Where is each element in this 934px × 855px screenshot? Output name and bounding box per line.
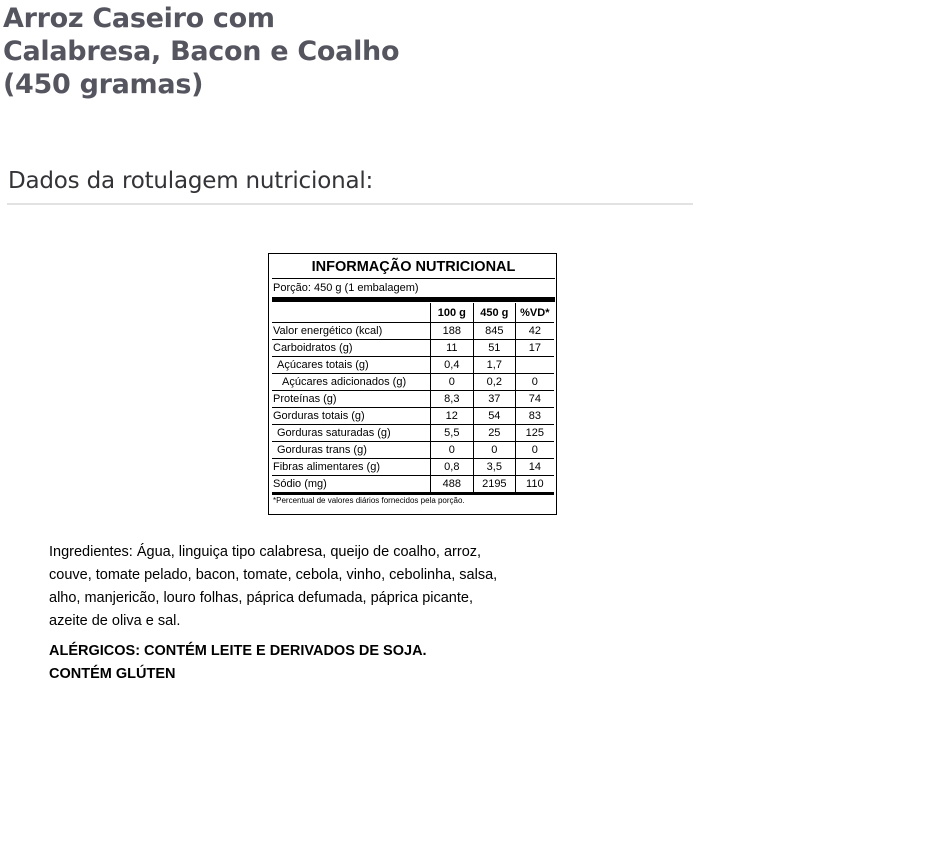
value-100g: 12 [430, 408, 473, 425]
nutrient-row [272, 357, 554, 374]
value-100g: 488 [430, 476, 473, 494]
value-450g: 3,5 [473, 459, 515, 476]
header-blank-cell [272, 303, 430, 323]
value-vd: 110 [515, 476, 554, 494]
ingredients-line: azeite de oliva e sal. [49, 613, 181, 629]
nutrient-row [272, 323, 554, 340]
nutrient-row [272, 459, 554, 476]
product-title [3, 2, 399, 101]
nutrient-label: Gorduras saturadas (g) [272, 425, 430, 442]
nutrition-header-row [272, 303, 554, 323]
value-vd [515, 357, 554, 374]
serving-size: Porção: 450 g (1 embalagem) [272, 279, 555, 302]
value-450g: 1,7 [473, 357, 515, 374]
value-450g: 25 [473, 425, 515, 442]
value-100g: 11 [430, 340, 473, 357]
value-vd: 74 [515, 391, 554, 408]
nutrient-label: Proteínas (g) [272, 391, 430, 408]
value-100g: 0 [430, 442, 473, 459]
allergens-line: CONTÉM GLÚTEN [49, 666, 176, 682]
column-header: 450 g [473, 303, 515, 323]
nutrition-table [272, 303, 554, 495]
value-vd: 125 [515, 425, 554, 442]
nutrition-panel-title: INFORMAÇÃO NUTRICIONAL [272, 254, 555, 279]
nutrient-row [272, 408, 554, 425]
ingredients-line: alho, manjericão, louro folhas, páprica defumada, páprica picante, [49, 590, 473, 606]
value-vd: 0 [515, 374, 554, 391]
value-100g: 188 [430, 323, 473, 340]
section-heading: Dados da rotulagem nutricional: [8, 168, 374, 194]
nutrient-row [272, 425, 554, 442]
nutrition-footnote: *Percentual de valores diários fornecidos pela porção. [273, 496, 465, 505]
value-450g: 0 [473, 442, 515, 459]
column-header: 100 g [430, 303, 473, 323]
value-vd: 0 [515, 442, 554, 459]
column-header: %VD* [515, 303, 554, 323]
value-vd: 42 [515, 323, 554, 340]
value-100g: 0 [430, 374, 473, 391]
value-450g: 2195 [473, 476, 515, 494]
value-450g: 37 [473, 391, 515, 408]
section-divider [7, 203, 693, 205]
nutrient-row [272, 340, 554, 357]
nutrition-facts-panel [268, 253, 557, 515]
product-title-line: (450 gramas) [3, 69, 204, 100]
nutrient-label: Fibras alimentares (g) [272, 459, 430, 476]
value-450g: 0,2 [473, 374, 515, 391]
value-100g: 0,8 [430, 459, 473, 476]
nutrient-row [272, 391, 554, 408]
ingredients-line: couve, tomate pelado, bacon, tomate, cebola, vinho, cebolinha, salsa, [49, 567, 498, 583]
value-vd: 83 [515, 408, 554, 425]
nutrient-row [272, 374, 554, 391]
nutrient-label: Valor energético (kcal) [272, 323, 430, 340]
nutrient-label: Açúcares adicionados (g) [272, 374, 430, 391]
nutrient-label: Carboidratos (g) [272, 340, 430, 357]
allergens-warning [49, 640, 427, 686]
nutrient-label: Gorduras totais (g) [272, 408, 430, 425]
nutrient-row [272, 476, 554, 494]
value-450g: 54 [473, 408, 515, 425]
allergens-line: ALÉRGICOS: CONTÉM LEITE E DERIVADOS DE SOJA. [49, 643, 427, 659]
value-100g: 0,4 [430, 357, 473, 374]
ingredients-line: Ingredientes: Água, linguiça tipo calabresa, queijo de coalho, arroz, [49, 544, 482, 560]
value-100g: 8,3 [430, 391, 473, 408]
nutrient-row [272, 442, 554, 459]
value-100g: 5,5 [430, 425, 473, 442]
nutrient-label: Gorduras trans (g) [272, 442, 430, 459]
nutrient-label: Sódio (mg) [272, 476, 430, 494]
product-title-line: Arroz Caseiro com [3, 3, 275, 34]
nutrient-label: Açúcares totais (g) [272, 357, 430, 374]
value-vd: 17 [515, 340, 554, 357]
value-450g: 51 [473, 340, 515, 357]
value-vd: 14 [515, 459, 554, 476]
value-450g: 845 [473, 323, 515, 340]
ingredients-text [49, 541, 549, 633]
product-title-line: Calabresa, Bacon e Coalho [3, 36, 400, 67]
